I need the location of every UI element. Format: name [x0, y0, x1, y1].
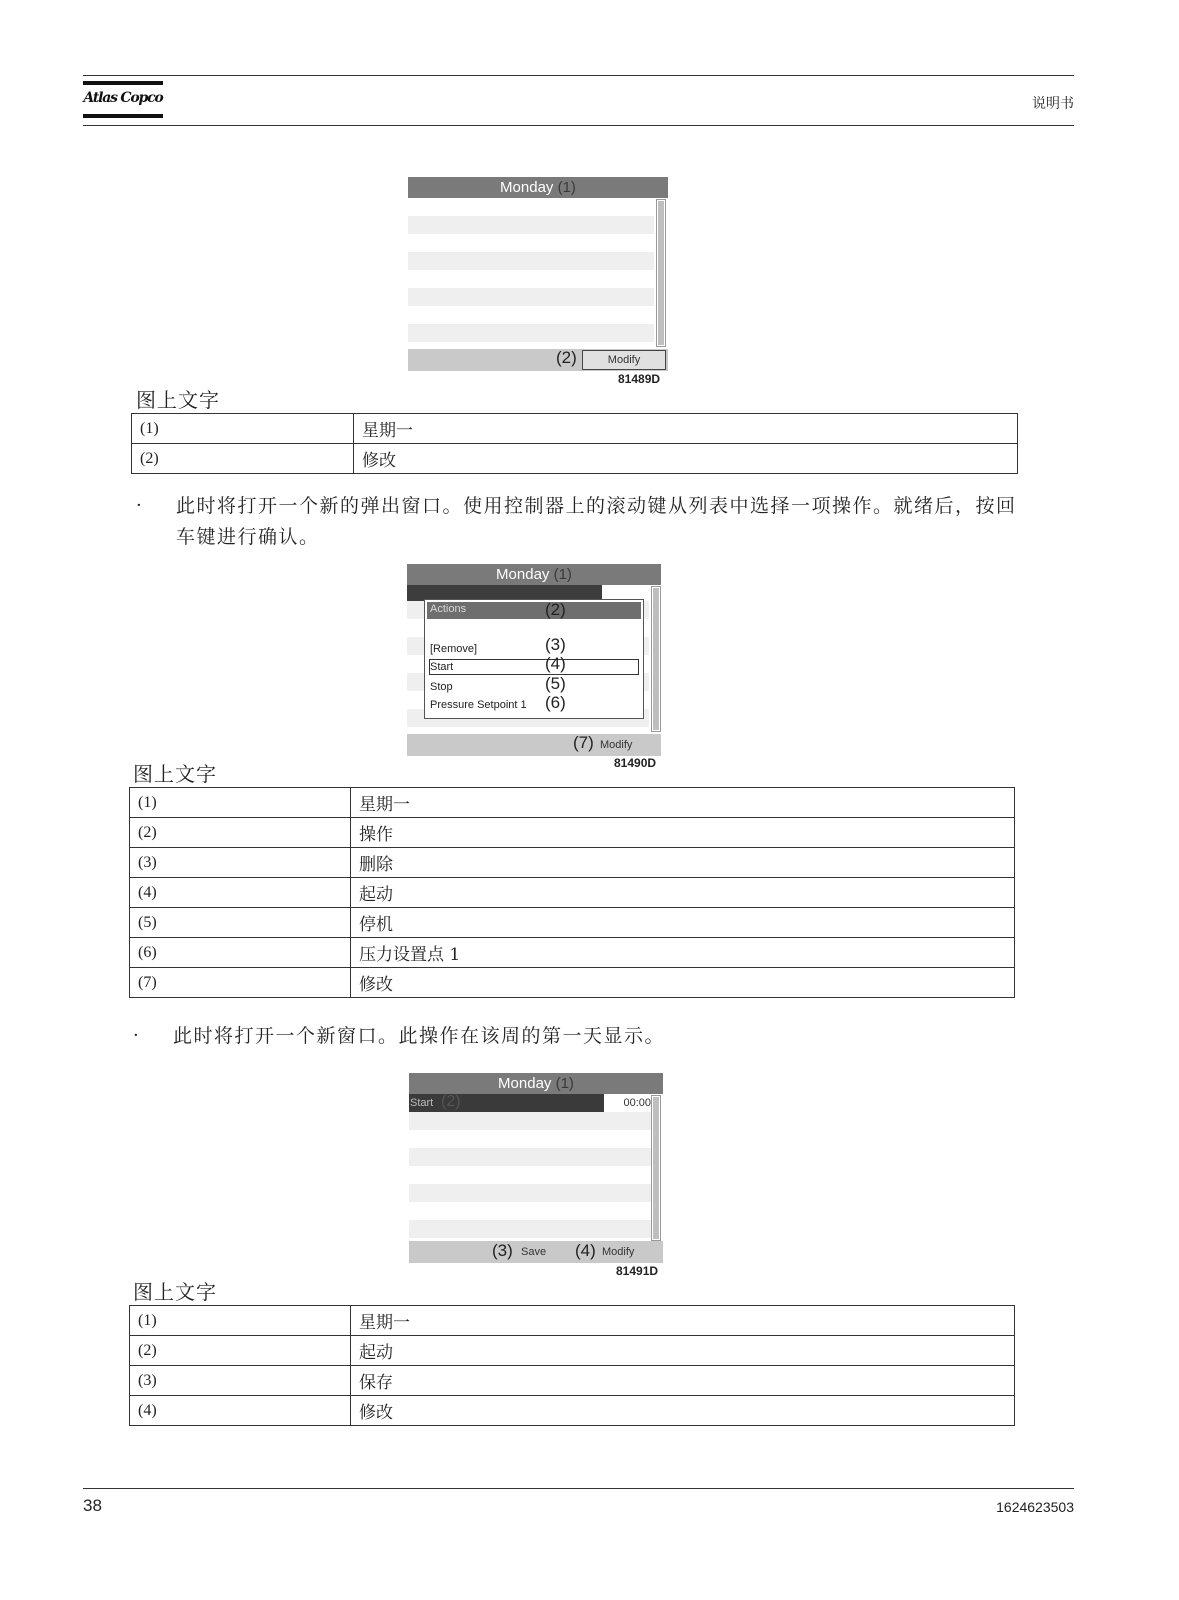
figure1-screen — [408, 177, 668, 373]
figure3-row-label: Start — [410, 1097, 434, 1109]
bullet-marker: · — [133, 1025, 139, 1046]
legend-key: (1) — [130, 788, 351, 818]
legend-value: 修改 — [354, 444, 1018, 474]
legend-value: 星期一 — [351, 1306, 1015, 1336]
legend-row — [132, 414, 1018, 444]
atlas-copco-logo — [83, 81, 163, 121]
action-item-pressure-setpoint[interactable]: Pressure Setpoint 1 — [430, 699, 527, 711]
legend-row — [130, 848, 1015, 878]
legend-key: (2) — [130, 818, 351, 848]
legend-value: 星期一 — [354, 414, 1018, 444]
header-top-rule — [83, 75, 1074, 76]
legend-key: (4) — [130, 1396, 351, 1426]
legend-key: (1) — [130, 1306, 351, 1336]
figure2-title-bar — [407, 564, 661, 585]
figure3-title: Monday — [498, 1075, 552, 1092]
legend-value: 修改 — [351, 1396, 1015, 1426]
legend-key: (4) — [130, 878, 351, 908]
figure3-title-bar — [409, 1073, 663, 1094]
footer-rule — [83, 1488, 1074, 1489]
logo-text: Atlas Copco — [83, 90, 163, 106]
legend-row — [130, 878, 1015, 908]
figure3-modify-callout: (4) — [575, 1241, 596, 1260]
legend-value: 起动 — [351, 1336, 1015, 1366]
bullet-marker: · — [136, 495, 142, 516]
legend-row — [130, 968, 1015, 998]
legend-row — [130, 938, 1015, 968]
legend-value: 保存 — [351, 1366, 1015, 1396]
legend-key: (5) — [130, 908, 351, 938]
legend-key: (2) — [132, 444, 354, 474]
legend-row — [130, 1306, 1015, 1336]
figure2-scrollbar[interactable] — [651, 586, 661, 732]
legend-value: 星期一 — [351, 788, 1015, 818]
figure2-modify-callout: (7) — [573, 733, 594, 752]
figure3-caption: 图上文字 — [133, 1280, 217, 1304]
figure3-row-callout: (2) — [441, 1093, 461, 1110]
legend-value: 操作 — [351, 818, 1015, 848]
legend-key: (7) — [130, 968, 351, 998]
figure3-screen — [409, 1073, 663, 1263]
document-type: 说明书 — [1032, 96, 1074, 112]
page-number: 38 — [83, 1496, 102, 1515]
figure1-modify-callout: (2) — [556, 348, 577, 367]
figure3-row-time: 00:00 — [605, 1095, 651, 1111]
document-number: 1624623503 — [996, 1499, 1074, 1515]
popup-callout: (2) — [545, 600, 566, 619]
legend-value: 起动 — [351, 878, 1015, 908]
figure2-modify-button[interactable]: Modify — [600, 739, 633, 751]
figure3-title-callout: (1) — [555, 1075, 574, 1092]
bullet1-text: 此时将打开一个新的弹出窗口。使用控制器上的滚动键从列表中选择一项操作。就绪后，按回车键进行确认。 — [176, 495, 1017, 548]
figure3-legend-table — [129, 1305, 1015, 1426]
legend-key: (3) — [130, 1366, 351, 1396]
legend-key: (1) — [132, 414, 354, 444]
figure2-id: 81490D — [614, 756, 657, 770]
figure3-save-button[interactable]: Save — [521, 1246, 547, 1258]
legend-value: 压力设置点 1 — [351, 938, 1015, 968]
stop-callout: (5) — [545, 674, 566, 693]
figure3-selected-row[interactable] — [409, 1094, 604, 1112]
figure2-caption: 图上文字 — [133, 762, 217, 786]
legend-row — [130, 908, 1015, 938]
actions-popup — [424, 599, 644, 719]
legend-value: 修改 — [351, 968, 1015, 998]
legend-row — [130, 1396, 1015, 1426]
header-bottom-rule — [83, 125, 1074, 126]
legend-value: 删除 — [351, 848, 1015, 878]
figure1-title-callout: (1) — [557, 179, 576, 196]
figure1-legend-table — [131, 413, 1018, 474]
start-callout: (4) — [545, 654, 566, 673]
legend-row — [130, 818, 1015, 848]
remove-callout: (3) — [545, 635, 566, 654]
figure1-title: Monday — [500, 179, 554, 196]
action-item-remove[interactable]: [Remove] — [430, 643, 478, 655]
actions-popup-title: Actions — [430, 603, 467, 615]
legend-row — [130, 1336, 1015, 1366]
legend-row — [132, 444, 1018, 474]
legend-key: (3) — [130, 848, 351, 878]
figure2-title-callout: (1) — [553, 566, 572, 583]
action-item-start-selection — [429, 659, 639, 675]
figure3-scrollbar[interactable] — [651, 1095, 661, 1241]
legend-value: 停机 — [351, 908, 1015, 938]
action-item-stop[interactable]: Stop — [430, 681, 453, 693]
figure3-save-callout: (3) — [492, 1241, 513, 1260]
legend-key: (2) — [130, 1336, 351, 1366]
figure1-title-bar — [408, 177, 668, 198]
figure3-modify-button[interactable]: Modify — [602, 1246, 635, 1258]
figure1-id: 81489D — [618, 372, 661, 386]
legend-key: (6) — [130, 938, 351, 968]
action-item-start[interactable]: Start — [430, 661, 454, 673]
figure3-id: 81491D — [616, 1264, 659, 1278]
figure1-scrollbar[interactable] — [656, 199, 666, 347]
legend-row — [130, 788, 1015, 818]
figure2-screen — [407, 564, 661, 756]
legend-row — [130, 1366, 1015, 1396]
figure1-modify-button[interactable]: Modify — [582, 350, 666, 370]
figure2-title: Monday — [496, 566, 550, 583]
bullet2-text: 此时将打开一个新窗口。此操作在该周的第一天显示。 — [173, 1025, 666, 1047]
figure2-legend-table — [129, 787, 1015, 998]
pressure-callout: (6) — [545, 693, 566, 712]
figure1-caption: 图上文字 — [136, 388, 220, 412]
